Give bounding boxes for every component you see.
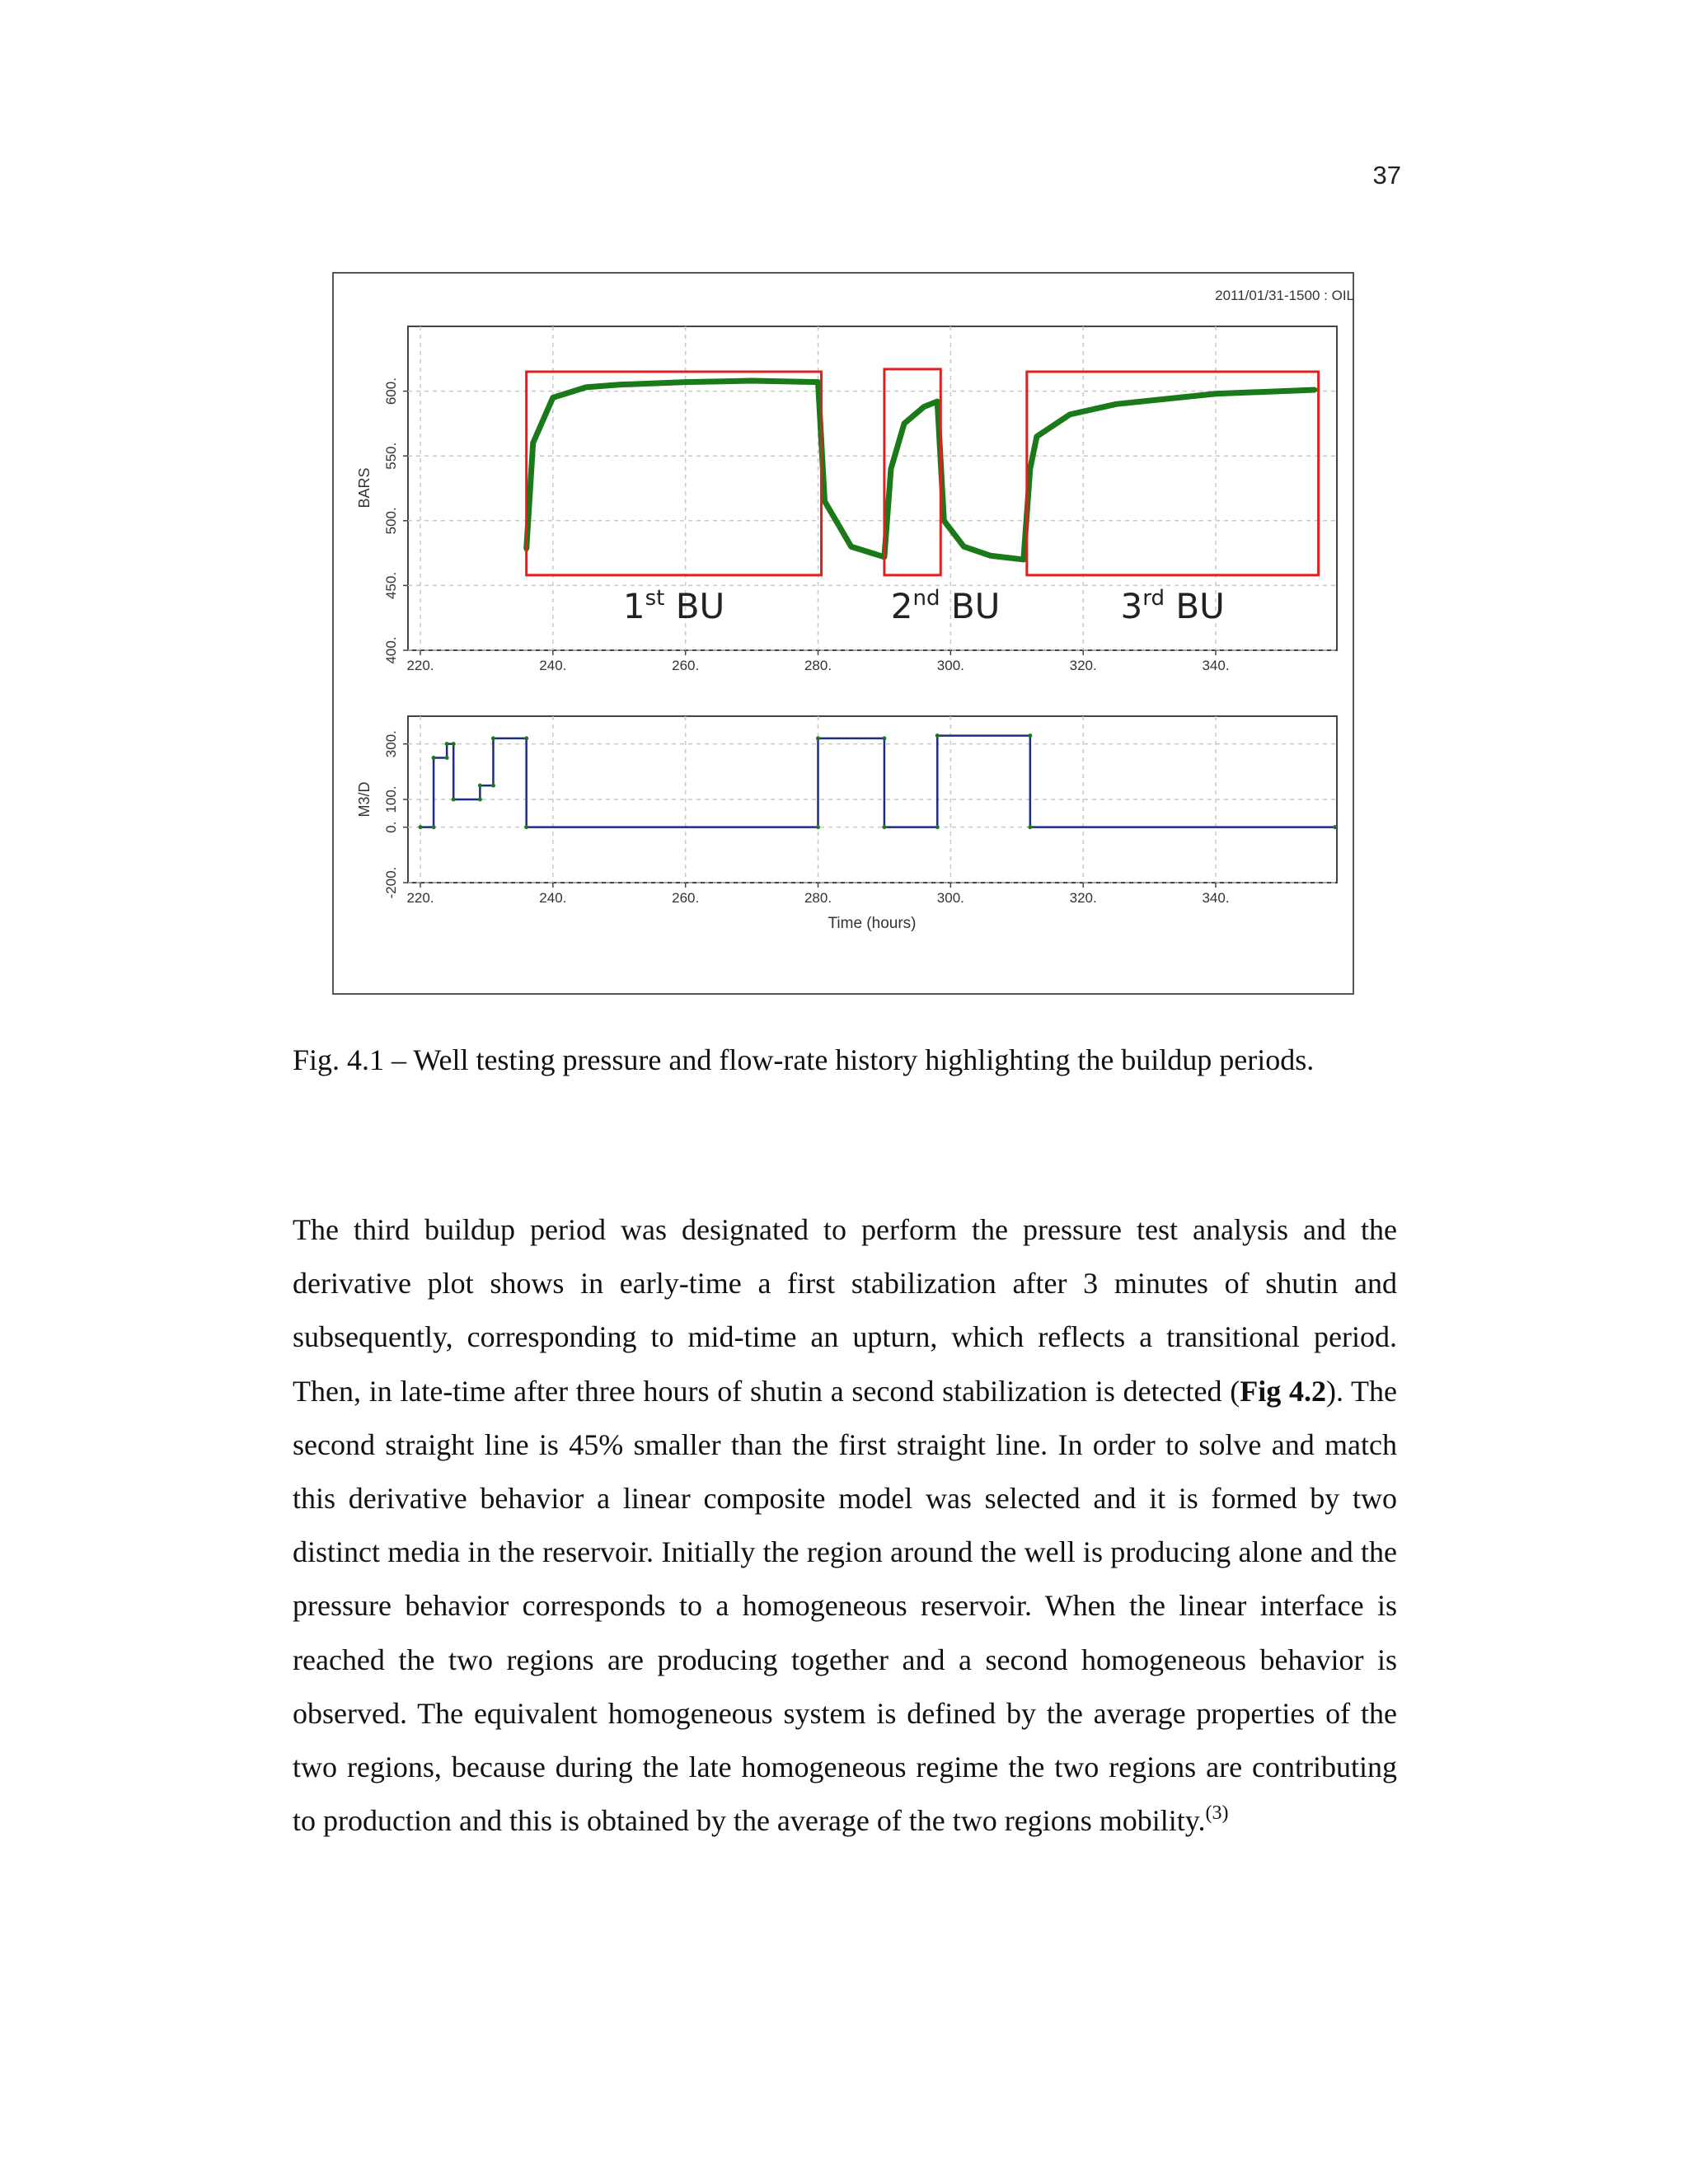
figure-frame <box>332 272 1354 995</box>
x-tick-label: 260. <box>672 658 700 673</box>
y-tick-label: 0. <box>383 821 399 833</box>
figure-caption: Fig. 4.1 – Well testing pressure and flow-rate history highlighting the buildup periods. <box>293 1043 1315 1076</box>
buildup-label: 3rd BU <box>1120 586 1225 626</box>
figure-reference: Fig 4.2 <box>1240 1374 1326 1408</box>
citation-reference: (3) <box>1205 1802 1229 1825</box>
y-tick-label: 300. <box>383 730 399 758</box>
x-tick-label: 340. <box>1202 658 1230 673</box>
y-tick-label: 600. <box>383 377 399 405</box>
buildup-label: 2nd BU <box>890 586 1001 626</box>
body-text-part2: ). The second straight line is 45% smaller than the first straight line. In order to solve and match this derivative behavior a linear composite model was selected and it is formed by two distinct media in the reservoir. Initially the region around the well is producing alone and the pressure behavior corresponds to a homogeneous reservoir. When the linear interface is reached the two regions are producing together and a second homogeneous behavior is observed. The equivalent homogeneous system is defined by the average properties of the two regions, because during the late homogeneous regime the two regions are contributing to production and this is obtained by the average of the two regions mobility. <box>293 1374 1397 1838</box>
x-tick-label: 300. <box>936 890 964 906</box>
x-tick-label: 280. <box>804 890 832 906</box>
figure-header: 2011/01/31-1500 : OIL <box>1215 288 1354 303</box>
buildup-label: 1st BU <box>622 586 725 626</box>
y-tick-label: 500. <box>383 507 399 535</box>
x-tick-label: 240. <box>539 658 567 673</box>
x-tick-label: 300. <box>936 658 964 673</box>
x-tick-label: 320. <box>1069 658 1097 673</box>
x-tick-label: 280. <box>804 658 832 673</box>
y-tick-label: 400. <box>383 636 399 664</box>
body-paragraph <box>293 1203 1397 1848</box>
y-tick-label: -200. <box>383 866 399 899</box>
y-tick-label: 450. <box>383 571 399 599</box>
x-tick-label: 320. <box>1069 890 1097 906</box>
body-text-part1: The third buildup period was designated to perform the pressure test analysis and the derivative plot shows in early-time a first stabilization after 3 minutes of shutin and subsequently, corresponding to mid-time an upturn, which reflects a transitional period. Then, in late-time after three hours of shutin a second stabilization is detected ( <box>293 1213 1397 1408</box>
rate-x-label: Time (hours) <box>828 915 917 932</box>
y-tick-label: 100. <box>383 785 399 813</box>
page-number: 37 <box>1372 161 1401 190</box>
x-tick-label: 220. <box>406 658 434 673</box>
x-tick-label: 340. <box>1202 890 1230 906</box>
pressure-y-label: BARS <box>356 467 373 509</box>
rate-y-label: M3/D <box>356 781 373 818</box>
y-tick-label: 550. <box>383 442 399 470</box>
x-tick-label: 240. <box>539 890 567 906</box>
x-tick-label: 260. <box>672 890 700 906</box>
x-tick-label: 220. <box>406 890 434 906</box>
